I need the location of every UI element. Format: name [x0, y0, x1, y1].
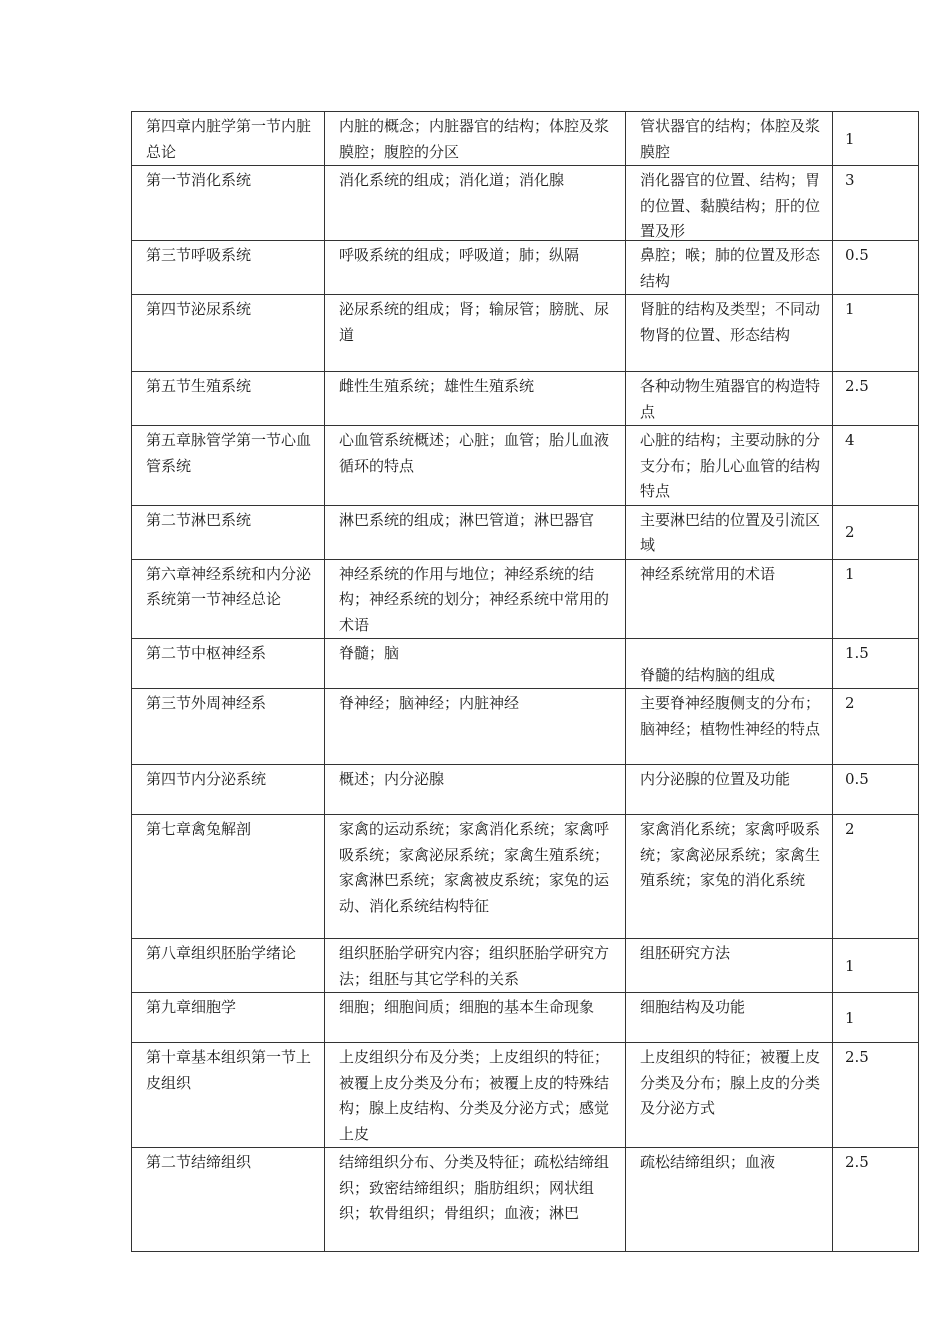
content-cell — [325, 426, 626, 506]
key-points-cell-text: 细胞结构及功能 — [640, 998, 746, 1016]
content-cell — [325, 505, 626, 559]
key-points-cell-text: 心脏的结构；主要动脉的分支分布；胎儿心血管的结构特点 — [640, 431, 821, 500]
table-row — [132, 639, 919, 689]
content-cell — [325, 1043, 626, 1148]
key-points-cell-text: 内分泌腺的位置及功能 — [640, 770, 791, 788]
key-points-cell — [626, 295, 833, 372]
table-row — [132, 112, 919, 166]
chapter-cell-text: 第四章内脏学第一节内脏总论 — [146, 117, 312, 161]
content-cell-text: 概述；内分泌腺 — [339, 770, 445, 788]
content-cell — [325, 241, 626, 295]
chapter-cell-text: 第八章组织胚胎学绪论 — [146, 944, 297, 962]
content-cell — [325, 815, 626, 939]
table-row — [132, 1043, 919, 1148]
table-row — [132, 372, 919, 426]
hours-cell — [833, 241, 919, 295]
key-points-cell-text: 主要淋巴结的位置及引流区域 — [640, 510, 821, 554]
content-cell — [325, 559, 626, 639]
key-points-cell-text: 鼻腔；喉；肺的位置及形态结构 — [640, 246, 821, 290]
chapter-cell — [132, 112, 325, 166]
hours-cell-text: 1.5 — [845, 644, 869, 662]
content-cell-text: 结缔组织分布、分类及特征；疏松结缔组织；致密结缔组织；脂肪组织；网状组织；软骨组织；骨组织；血液；淋巴 — [339, 1153, 610, 1222]
chapter-cell-text: 第一节消化系统 — [146, 171, 252, 189]
hours-cell — [833, 993, 919, 1043]
key-points-cell-text: 消化器官的位置、结构；胃的位置、黏膜结构；肝的位置及形 — [640, 171, 821, 240]
key-points-cell-text: 家禽消化系统；家禽呼吸系统；家禽泌尿系统；家禽生殖系统；家兔的消化系统 — [640, 820, 821, 889]
hours-cell — [833, 765, 919, 815]
key-points-cell — [626, 426, 833, 506]
syllabus-table — [131, 111, 919, 1252]
hours-cell-text: 4 — [845, 431, 855, 449]
hours-cell-text: 2 — [845, 694, 855, 712]
content-cell — [325, 112, 626, 166]
table-row — [132, 505, 919, 559]
content-cell-text: 上皮组织分布及分类；上皮组织的特征；被覆上皮分类及分布；被覆上皮的特殊结构；腺上皮结构、分类及分泌方式；感觉上皮 — [339, 1048, 610, 1143]
table-row — [132, 1148, 919, 1252]
hours-cell-text: 2 — [845, 820, 855, 838]
chapter-cell — [132, 1148, 325, 1252]
hours-cell-text: 2.5 — [845, 1048, 869, 1066]
hours-cell — [833, 112, 919, 166]
key-points-cell — [626, 639, 833, 689]
key-points-cell-text: 脊髓的结构脑的组成 — [640, 665, 776, 684]
chapter-cell-text: 第二节中枢神经系 — [146, 644, 267, 662]
chapter-cell — [132, 559, 325, 639]
table-row — [132, 295, 919, 372]
content-cell-text: 脊髓；脑 — [339, 644, 400, 662]
chapter-cell-text: 第二节结缔组织 — [146, 1153, 252, 1171]
key-points-cell-text: 上皮组织的特征；被覆上皮分类及分布；腺上皮的分类及分泌方式 — [640, 1048, 821, 1117]
table-row — [132, 765, 919, 815]
chapter-cell — [132, 765, 325, 815]
content-cell-text: 呼吸系统的组成；呼吸道；肺；纵隔 — [339, 246, 580, 264]
key-points-cell — [626, 765, 833, 815]
content-cell-text: 脊神经；脑神经；内脏神经 — [339, 694, 520, 712]
content-cell-text: 内脏的概念；内脏器官的结构；体腔及浆膜腔；腹腔的分区 — [339, 117, 610, 161]
key-points-cell-text: 组胚研究方法 — [640, 944, 731, 962]
key-points-cell — [626, 1043, 833, 1148]
hours-cell — [833, 639, 919, 689]
chapter-cell — [132, 639, 325, 689]
content-cell-text: 神经系统的作用与地位；神经系统的结构；神经系统的划分；神经系统中常用的术语 — [339, 564, 610, 634]
table-row — [132, 559, 919, 639]
key-points-cell-text: 疏松结缔组织；血液 — [640, 1153, 776, 1171]
chapter-cell-text: 第七章禽兔解剖 — [146, 820, 252, 838]
content-cell-text: 泌尿系统的组成；肾；输尿管；膀胱、尿道 — [339, 300, 610, 344]
key-points-cell — [626, 372, 833, 426]
hours-cell — [833, 372, 919, 426]
key-points-cell — [626, 505, 833, 559]
table-row — [132, 815, 919, 939]
table-row — [132, 993, 919, 1043]
chapter-cell — [132, 689, 325, 765]
hours-cell — [833, 689, 919, 765]
chapter-cell-text: 第五章脉管学第一节心血管系统 — [146, 431, 312, 475]
hours-cell-text: 1 — [845, 300, 855, 318]
content-cell — [325, 993, 626, 1043]
content-cell-text: 细胞；细胞间质；细胞的基本生命现象 — [339, 998, 595, 1016]
chapter-cell — [132, 372, 325, 426]
hours-cell — [833, 1148, 919, 1252]
key-points-cell-text: 管状器官的结构；体腔及浆膜腔 — [640, 117, 821, 161]
chapter-cell-text: 第九章细胞学 — [146, 998, 237, 1016]
content-cell-text: 消化系统的组成；消化道；消化腺 — [339, 171, 565, 189]
key-points-cell-text: 神经系统常用的术语 — [640, 564, 776, 583]
key-points-cell — [626, 559, 833, 639]
table-row — [132, 939, 919, 993]
hours-cell-text: 1 — [845, 1008, 855, 1027]
content-cell-text: 心血管系统概述；心脏；血管；胎儿血液循环的特点 — [339, 431, 610, 475]
hours-cell — [833, 815, 919, 939]
key-points-cell — [626, 993, 833, 1043]
chapter-cell-text: 第十章基本组织第一节上皮组织 — [146, 1048, 312, 1092]
hours-cell-text: 0.5 — [845, 246, 869, 264]
hours-cell-text: 2.5 — [845, 1153, 869, 1171]
chapter-cell-text: 第三节外周神经系 — [146, 694, 267, 712]
table-row — [132, 426, 919, 506]
content-cell — [325, 1148, 626, 1252]
table-row — [132, 689, 919, 765]
content-cell — [325, 639, 626, 689]
chapter-cell-text: 第四节泌尿系统 — [146, 300, 252, 318]
hours-cell-text: 1 — [845, 129, 855, 148]
hours-cell-text: 0.5 — [845, 770, 869, 788]
hours-cell-text: 2.5 — [845, 377, 869, 395]
chapter-cell — [132, 241, 325, 295]
chapter-cell — [132, 939, 325, 993]
content-cell — [325, 765, 626, 815]
content-cell — [325, 939, 626, 993]
hours-cell-text: 1 — [845, 956, 855, 975]
chapter-cell — [132, 505, 325, 559]
key-points-cell — [626, 241, 833, 295]
content-cell-text: 家禽的运动系统；家禽消化系统；家禽呼吸系统；家禽泌尿系统；家禽生殖系统；家禽淋巴系统；家禽被皮系统；家兔的运动、消化系统结构特征 — [339, 820, 610, 915]
key-points-cell — [626, 112, 833, 166]
chapter-cell — [132, 166, 325, 241]
key-points-cell — [626, 689, 833, 765]
hours-cell — [833, 1043, 919, 1148]
chapter-cell-text: 第二节淋巴系统 — [146, 510, 252, 529]
key-points-cell — [626, 166, 833, 241]
key-points-cell-text: 主要脊神经腹侧支的分布；脑神经；植物性神经的特点 — [640, 694, 821, 738]
chapter-cell-text: 第三节呼吸系统 — [146, 246, 252, 264]
chapter-cell-text: 第四节内分泌系统 — [146, 770, 267, 788]
content-cell-text: 淋巴系统的组成；淋巴管道；淋巴器官 — [339, 510, 595, 529]
hours-cell — [833, 559, 919, 639]
hours-cell — [833, 166, 919, 241]
hours-cell — [833, 939, 919, 993]
content-cell — [325, 689, 626, 765]
chapter-cell — [132, 993, 325, 1043]
content-cell-text: 组织胚胎学研究内容；组织胚胎学研究方法；组胚与其它学科的关系 — [339, 944, 610, 988]
chapter-cell — [132, 295, 325, 372]
table-row — [132, 241, 919, 295]
key-points-cell-text: 各种动物生殖器官的构造特点 — [640, 377, 821, 421]
table-row — [132, 166, 919, 241]
key-points-cell — [626, 939, 833, 993]
hours-cell — [833, 505, 919, 559]
hours-cell — [833, 426, 919, 506]
hours-cell — [833, 295, 919, 372]
content-cell-text: 雌性生殖系统；雄性生殖系统 — [339, 377, 535, 395]
content-cell — [325, 166, 626, 241]
chapter-cell-text: 第六章神经系统和内分泌系统第一节神经总论 — [146, 564, 312, 608]
content-cell — [325, 295, 626, 372]
key-points-cell-text: 肾脏的结构及类型；不同动物肾的位置、形态结构 — [640, 300, 821, 344]
chapter-cell — [132, 1043, 325, 1148]
key-points-cell — [626, 1148, 833, 1252]
hours-cell-text: 1 — [845, 564, 855, 583]
chapter-cell-text: 第五节生殖系统 — [146, 377, 252, 395]
chapter-cell — [132, 426, 325, 506]
content-cell — [325, 372, 626, 426]
chapter-cell — [132, 815, 325, 939]
hours-cell-text: 2 — [845, 523, 855, 542]
hours-cell-text: 3 — [845, 171, 855, 189]
key-points-cell — [626, 815, 833, 939]
